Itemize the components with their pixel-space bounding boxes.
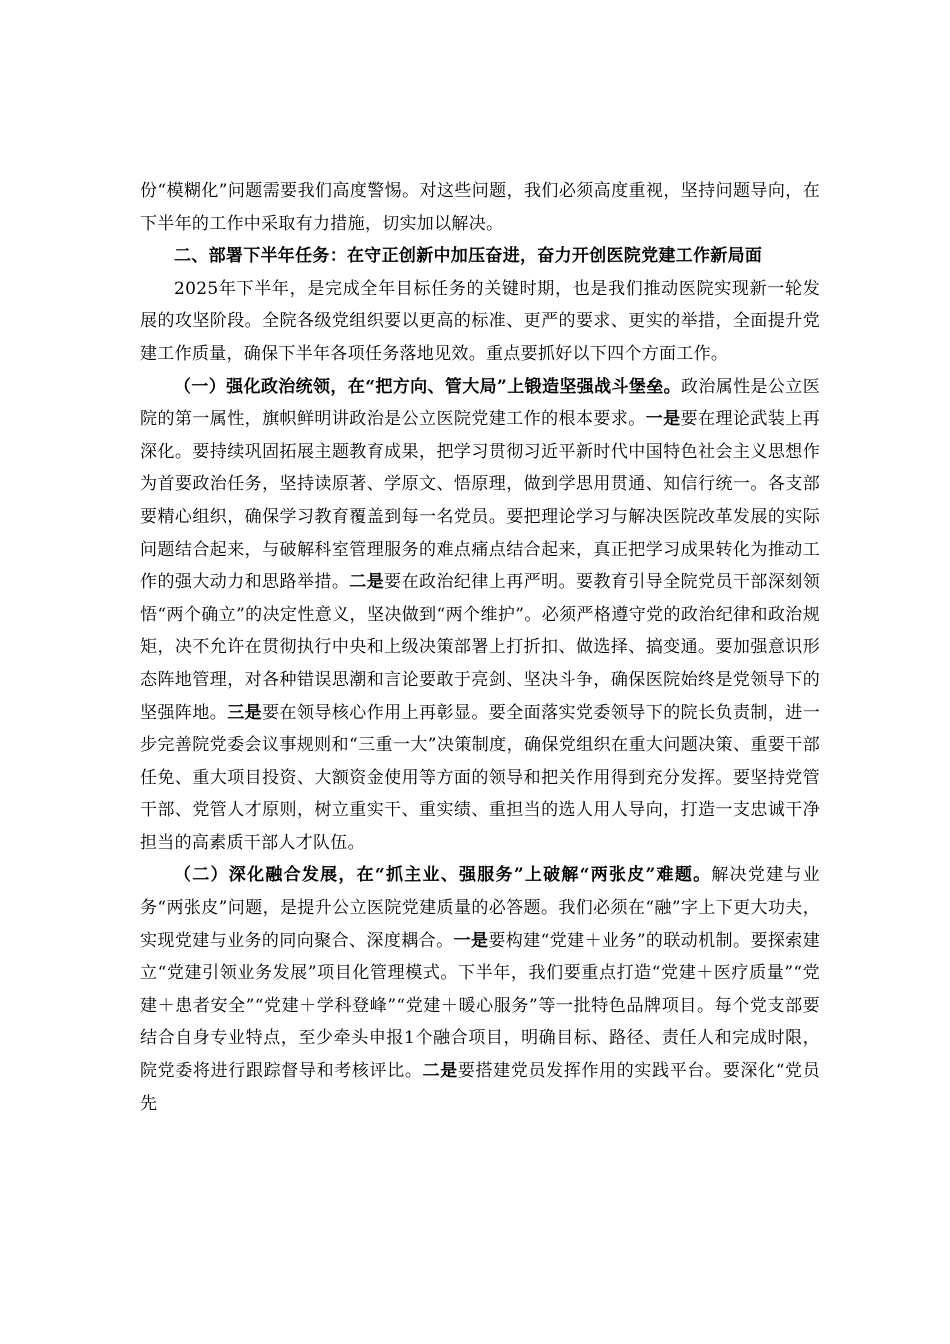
keyword-first: 一是: [645, 409, 681, 430]
paragraph-section-1: [140, 371, 820, 860]
document-body: [140, 175, 820, 1120]
keyword-second: 二是: [422, 1061, 458, 1082]
keyword-third: 三是: [227, 702, 263, 723]
text: 要在政治纪律上再严明。要教育引导全院党员干部深刻领悟“两个确立”的决定性意义，坚决做到“两个维护”。必须严格遵守党的政治纪律和政治规矩，决不允许在贯彻执行中央和上级决策部署上打折扣、做选择、搞变通。要加强意识形态阵地管理，对各种错误思潮和言论要敢于亮剑、坚决斗争，确保医院始终是党领导下的坚强阵地。: [140, 572, 821, 723]
text: 要在领导核心作用上再彰显。要全面落实党委领导下的院长负责制，进一步完善院党委会议事规则和“三重一大”决策制度，确保党组织在重大问题决策、重要干部任免、重大项目投资、大额资金使用等方面的领导和把关作用得到充分发挥。要坚持党管干部、党管人才原则，树立重实干、重实绩、重担当的选人用人导向，打造一支忠诚干净担当的高素质干部人才队伍。: [140, 702, 821, 853]
text: 政治属性是公立医院的第一属性，旗帜鲜明讲政治是公立医院党建工作的根本要求。: [140, 376, 820, 430]
keyword-second: 二是: [349, 572, 385, 593]
text: 要在理论武装上再深化。要持续巩固拓展主题教育成果，把学习贯彻习近平新时代中国特色社会主义思想作为首要政治任务，坚持读原著、学原文、悟原理，做到学思用贯通、知信行统一。各支部要精心组织，确保学习教育覆盖到每一名党员。要把理论学习与解决医院改革发展的实际问题结合起来，与破解科室管理服务的难点痛点结合起来，真正把学习成果转化为推动工作的强大动力和思路举措。: [140, 409, 820, 593]
section-heading-2: 二、部署下半年任务：在守正创新中加压奋进，奋力开创医院党建工作新局面: [174, 246, 763, 267]
subheading-1: （一）强化政治统领，在“把方向、管大局”上锻造坚强战斗堡垒。: [174, 376, 682, 397]
text: 解决党建与业务“两张皮”问题，是提升公立医院党建质量的必答题。我们必须在“融”字上下更大功夫，实现党建与业务的同向聚合、深度耦合。: [140, 865, 820, 951]
paragraph-section-2: [140, 859, 820, 1120]
keyword-first: 一是: [453, 930, 489, 951]
subheading-2: （二）深化融合发展，在“抓主业、强服务”上破解“两张皮”难题。: [174, 865, 712, 886]
text: 要搭建党员发挥作用的实践平台。要深化“党员先: [140, 1061, 820, 1114]
text: 要构建“党建＋业务”的联动机制。要探索建立“党建引领业务发展”项目化管理模式。下半年，我们要重点打造“党建＋医疗质量”“党建＋患者安全”“党建＋学科登峰”“党建＋暖心服务”等一批特色品牌项目。每个党支部要结合自身专业特点，至少牵头申报1个融合项目，明确目标、路径、责任人和完成时限，院党委将进行跟踪督导和考核评比。: [140, 930, 820, 1082]
paragraph-continuation: 份“模糊化”问题需要我们高度警惕。对这些问题，我们必须高度重视，坚持问题导向，在下半年的工作中采取有力措施，切实加以解决。: [140, 181, 820, 234]
paragraph-intro: 2025年下半年，是完成全年目标任务的关键时期，也是我们推动医院实现新一轮发展的攻坚阶段。全院各级党组织要以更高的标准、更严的要求、更实的举措，全面提升党建工作质量，确保下半年各项任务落地见效。重点要抓好以下四个方面工作。: [140, 278, 820, 364]
